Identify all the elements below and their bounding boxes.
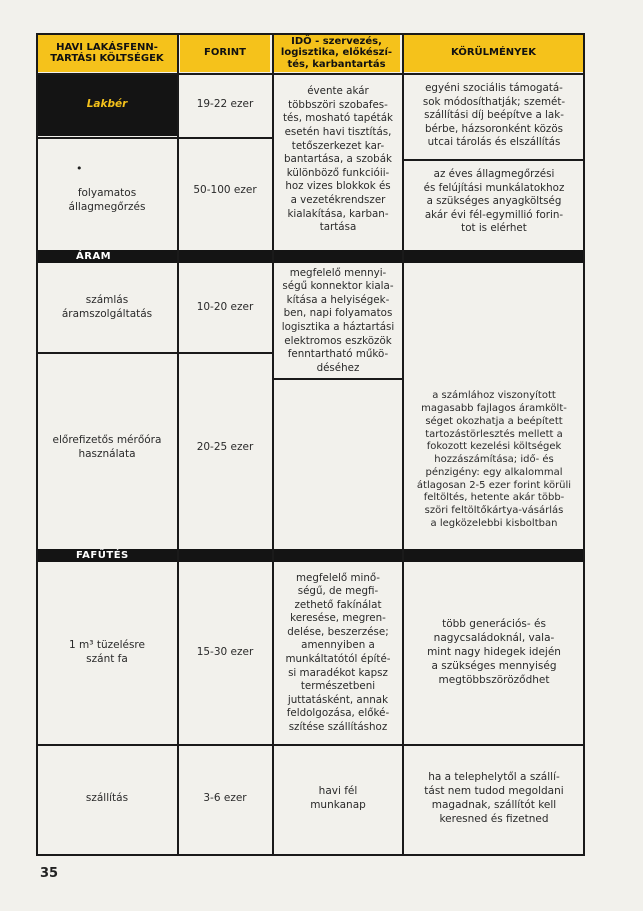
grid-line [402,159,584,161]
transport-label: szállítás [85,792,129,805]
maintenance-label: folyamatos állagmegőrzés [68,187,146,213]
grid-line [583,33,585,855]
grid-line [36,33,38,855]
billed-electricity-time: megfelelő mennyi- ségű konnektor kiala- kítása a helyiségek- ben, napi folyamatos logisztika a háztartási elektromos eszközök fenntartható műkö- déséhez [281,266,395,374]
grid-line [272,33,274,855]
rent-time-text: évente akár többszöri szobafes- tés, mosható tapéták esetén havi tisztítás, tetőszerkezet kar- bantartása, a szobák különböző funkcióii- hoz vizes blokkok és a vezetékrendszer kialakítása, karban- tartása [283,85,393,234]
header-time: IDŐ - szervezés, logisztika, előkészí- tés, karbantartás [273,34,400,72]
billed-electricity-forint: 10-20 ezer [196,300,254,313]
header-cost-category: HAVI LAKÁSFENN- TARTÁSI KÖLTSÉGEK [37,34,177,72]
grid-line [36,73,585,75]
transport-time: havi fél munkanap [310,785,366,811]
maintenance-forint: 50-100 ezer [193,184,257,197]
section-wood-heating: FAFŰTÉS [36,549,584,562]
firewood-forint: 15-30 ezer [196,646,254,659]
bullet-mark: • [76,162,83,175]
transport-forint: 3-6 ezer [203,792,247,805]
rent-forint: 19-22 ezer [196,98,254,111]
grid-line [36,137,273,139]
billed-electricity-label: számlás áramszolgáltatás [61,293,153,320]
grid-line [36,744,585,746]
grid-line [177,33,179,855]
prepaid-meter-label: előrefizetős mérőóra használata [52,434,162,460]
prepaid-meter-circumstances: a számlához viszonyított magasabb fajlagos áramkölt- séget okozhatja a beépített tartozástörlesztés mellett a fokozott kezelési költségek hozzászámítása; idő- és pénzigény: egy alkalommal átlagosan 2-5 ezer forint körüli feltöltés, hetente akár több- szöri feltöltőkártya-vásárlás a legközelebbi kisboltban [416,390,572,530]
grid-line [36,352,273,354]
section-electricity: ÁRAM [36,250,584,263]
firewood-time: megfelelő minő- ségű, de megfi- zethető fakínálat keresése, megren- delése, beszerzése; amennyiben a munkáltatótól építé- si maradékot kapsz természetbeni juttatásként, annak feldolgozása, előké- szítése szállításhoz [285,571,391,733]
prepaid-meter-forint: 20-25 ezer [196,441,254,454]
grid-line [272,378,403,380]
header-forint: FORINT [180,34,270,72]
grid-line [402,33,404,855]
maintenance-circumstances: az éves állagmegőrzési és felújítási munkálatokhoz a szükséges anyagköltség akár évi fél-egymillió forin- tot is elérhet [423,168,565,235]
page-number: 35 [40,866,59,881]
firewood-circumstances: több generációs- és nagycsaládoknál, vala- mint nagy hidegek idején a szükséges mennyiség megtöbbszöröződhet [427,618,561,686]
grid-line [36,33,585,35]
transport-circumstances: ha a telephelytől a szállí- tást nem tudod megoldani magadnak, szállítót kell keresned és fizetned [424,771,564,825]
grid-line [36,854,585,856]
rent-circumstances: egyéni szociális támogatá- sok módosíthatják; szemét- szállítási díj beépítve a lak- bérbe, házsoronként közös utcai tárolás és elszállítás [422,82,566,149]
rent-label: Lakbér [37,74,177,136]
header-circumstances: KÖRÜLMÉNYEK [403,34,584,72]
firewood-label: 1 m³ tüzelésre szánt fa [69,639,145,665]
